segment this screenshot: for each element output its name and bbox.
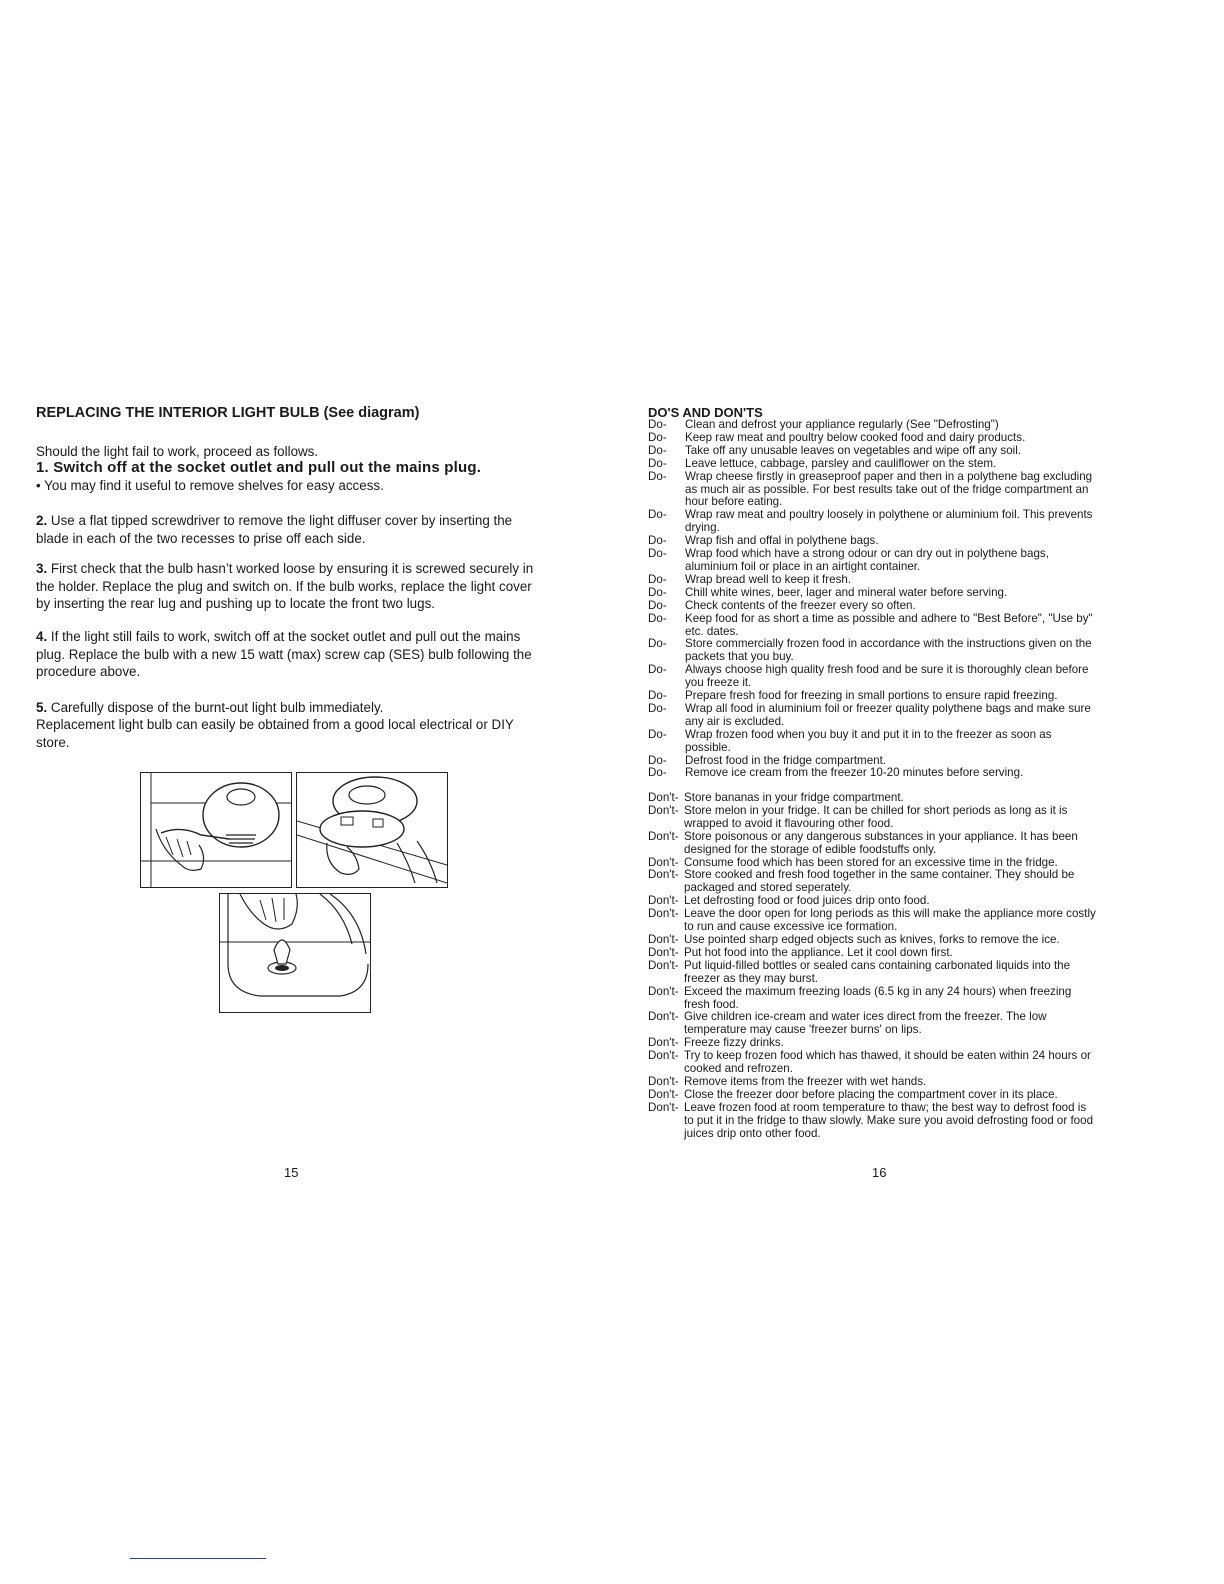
dont-label: Don't- [648,958,679,972]
dont-item [648,792,1098,805]
dont-text: Store cooked and fresh food together in the same container. They should be packaged and stored seperately. [684,868,1075,895]
diagram-bulb-check-illustration [297,773,447,887]
do-label: Do- [648,418,667,431]
dont-item [648,1089,1098,1102]
do-item [648,471,1098,510]
step-4 [36,628,536,681]
do-item [648,458,1098,471]
do-text: Keep food for as short a time as possible and adhere to "Best Before", "Use by" etc. dates. [685,611,1093,638]
step-4-number: 4. [36,629,48,644]
dos-and-donts-title: DO'S AND DON'TS [648,405,763,420]
do-label: Do- [648,753,667,767]
dont-item [648,1011,1098,1037]
do-text: Leave lettuce, cabbage, parsley and cauliflower on the stem. [685,456,997,470]
diagram-remove-cover [140,772,292,888]
replacement-note: Replacement light bulb can easily be obtained from a good local electrical or DIY store. [36,717,514,750]
do-text: Always choose high quality fresh food and be sure it is thoroughly clean before you freeze it. [685,663,1089,690]
dont-item [648,1102,1098,1141]
footer-rule [130,1558,266,1559]
dont-item [648,805,1098,831]
do-label: Do- [648,456,667,470]
do-text: Clean and defrost your appliance regularly (See "Defrosting") [685,418,999,431]
step-5-text: Carefully dispose of the burnt-out light bulb immediately. [50,700,384,715]
do-text: Store commercially frozen food in accordance with the instructions given on the packets that you buy. [685,637,1092,664]
do-label: Do- [648,572,667,586]
do-label: Do- [648,689,667,703]
do-label: Do- [648,727,667,741]
dont-text: Leave frozen food at room temperature to thaw; the best way to defrost food is to put it in the fridge to thaw slowly. Make sure you avoid defrosting food or food juices drip onto other food. [684,1100,1094,1140]
do-label: Do- [648,637,667,651]
do-item [648,600,1098,613]
do-text: Remove ice cream from the freezer 10-20 minutes before serving. [685,766,1024,780]
donts-list [648,792,1098,1140]
dont-label: Don't- [648,1100,679,1114]
dont-text: Try to keep frozen food which has thawed, it should be eaten within 24 hours or cooked and refrozen. [684,1049,1091,1076]
do-item [648,767,1098,780]
do-text: Take off any unusable leaves on vegetables and wipe off any soil. [685,443,1022,457]
diagram-replace-bulb [219,893,371,1013]
do-item [648,638,1098,664]
dont-text: Consume food which has been stored for an excessive time in the fridge. [684,855,1058,869]
do-text: Chill white wines, beer, lager and mineral water before serving. [685,585,1008,599]
dont-item [648,986,1098,1012]
dont-label: Don't- [648,791,679,804]
dont-label: Don't- [648,868,679,882]
do-item [648,419,1098,432]
do-text: Check contents of the freezer every so often. [685,598,916,612]
do-text: Keep raw meat and poultry below cooked food and dairy products. [685,430,1026,444]
dont-item [648,1050,1098,1076]
do-item [648,587,1098,600]
dont-label: Don't- [648,907,679,921]
dont-label: Don't- [648,1087,679,1101]
dont-label: Don't- [648,829,679,843]
dont-item [648,934,1098,947]
dont-item [648,869,1098,895]
do-item [648,445,1098,458]
do-text: Defrost food in the fridge compartment. [685,753,887,767]
dont-text: Exceed the maximum freezing loads (6.5 kg in any 24 hours) when freezing fresh food. [684,984,1072,1011]
bullet-note: • You may find it useful to remove shelves for easy access. [36,478,384,493]
do-item [648,574,1098,587]
dont-text: Remove items from the freezer with wet hands. [684,1074,927,1088]
dos-list [648,419,1098,780]
do-text: Wrap fish and offal in polythene bags. [685,534,879,548]
do-item [648,548,1098,574]
dont-text: Store poisonous or any dangerous substances in your appliance. It has been designed for the storage of edible foodstuffs only. [684,829,1078,856]
diagram-remove-cover-illustration [141,773,291,887]
do-label: Do- [648,663,667,677]
dont-label: Don't- [648,803,679,817]
dont-label: Don't- [648,984,679,998]
dont-text: Let defrosting food or food juices drip onto food. [684,894,930,908]
dont-text: Put liquid-filled bottles or sealed cans containing carbonated liquids into the freezer as they may burst. [684,958,1071,985]
do-label: Do- [648,766,667,780]
step-2 [36,512,536,547]
do-label: Do- [648,508,667,522]
dont-label: Don't- [648,932,679,946]
do-text: Wrap cheese firstly in greaseproof paper and then in a polythene bag excluding as much air as possible. For best results take out of the fridge compartment an hour before eating. [685,469,1093,509]
dont-item [648,908,1098,934]
dont-text: Use pointed sharp edged objects such as knives, forks to remove the ice. [684,932,1060,946]
page-number-left: 15 [284,1165,299,1180]
do-label: Do- [648,611,667,625]
dont-item [648,1076,1098,1089]
dont-text: Leave the door open for long periods as this will make the appliance more costly to run and cause excessive ice formation. [684,907,1096,934]
dont-text: Close the freezer door before placing the compartment cover in its place. [684,1087,1058,1101]
dont-item [648,831,1098,857]
do-label: Do- [648,598,667,612]
dont-text: Store melon in your fridge. It can be chilled for short periods as long as it is wrapped to avoid it flavouring other food. [684,803,1068,830]
dont-label: Don't- [648,1036,679,1050]
dont-text: Give children ice-cream and water ices direct from the freezer. The low temperature may cause 'freezer burns' on lips. [684,1010,1047,1037]
do-text: Wrap bread well to keep it fresh. [685,572,852,586]
do-text: Wrap frozen food when you buy it and put it in to the freezer as soon as possible. [685,727,1052,754]
step-2-number: 2. [36,513,48,528]
do-text: Wrap raw meat and poultry loosely in polythene or aluminium foil. This prevents drying. [685,508,1093,535]
dont-text: Store bananas in your fridge compartment. [684,791,904,804]
do-item [648,690,1098,703]
do-item [648,509,1098,535]
dont-item [648,960,1098,986]
dont-text: Freeze fizzy drinks. [684,1036,784,1050]
do-item [648,613,1098,639]
diagram-replace-bulb-illustration [220,894,370,1012]
dont-text: Put hot food into the appliance. Let it cool down first. [684,945,953,959]
do-text: Prepare fresh food for freezing in small portions to ensure rapid freezing. [685,689,1058,703]
do-item [648,664,1098,690]
dont-label: Don't- [648,855,679,869]
dont-item [648,947,1098,960]
section-heading: REPLACING THE INTERIOR LIGHT BULB (See diagram) [36,405,420,421]
page-number-right: 16 [872,1165,887,1180]
step-4-text: If the light still fails to work, switch off at the socket outlet and pull out the mains plug. Replace the bulb with a new 15 watt (max) screw cap (SES) bulb following the procedure above. [36,629,532,679]
step-3-number: 3. [36,561,48,576]
step-3 [36,560,536,613]
do-text: Wrap food which have a strong odour or can dry out in polythene bags, aluminium foil or place in an airtight container. [685,547,1049,573]
diagram-bulb-check [296,772,448,888]
dont-label: Don't- [648,1074,679,1088]
dont-label: Don't- [648,1049,679,1063]
step-2-text: Use a flat tipped screwdriver to remove the light diffuser cover by inserting the blade in each of the two recesses to prise off each side. [36,513,513,546]
do-label: Do- [648,443,667,457]
do-item [648,432,1098,445]
do-label: Do- [648,585,667,599]
do-label: Do- [648,534,667,548]
do-text: Wrap all food in aluminium foil or freezer quality polythene bags and make sure any air is excluded. [685,701,1091,728]
intro-text: Should the light fail to work, proceed as follows. [36,444,319,459]
step-5-number: 5. [36,700,48,715]
do-item [648,703,1098,729]
dont-label: Don't- [648,1010,679,1024]
dont-label: Don't- [648,945,679,959]
dont-label: Don't- [648,894,679,908]
step-3-text: First check that the bulb hasn’t worked loose by ensuring it is screwed securely in the holder. Replace the plug and switch on. If the bulb works, replace the light cover by inserting the rear lug and pushing up to locate the front two lugs. [36,561,534,611]
do-label: Do- [648,469,667,483]
do-label: Do- [648,701,667,715]
step-5 [36,699,536,717]
do-item [648,729,1098,755]
do-label: Do- [648,430,667,444]
step-1: 1. Switch off at the socket outlet and pull out the mains plug. [36,459,482,476]
do-label: Do- [648,547,667,561]
